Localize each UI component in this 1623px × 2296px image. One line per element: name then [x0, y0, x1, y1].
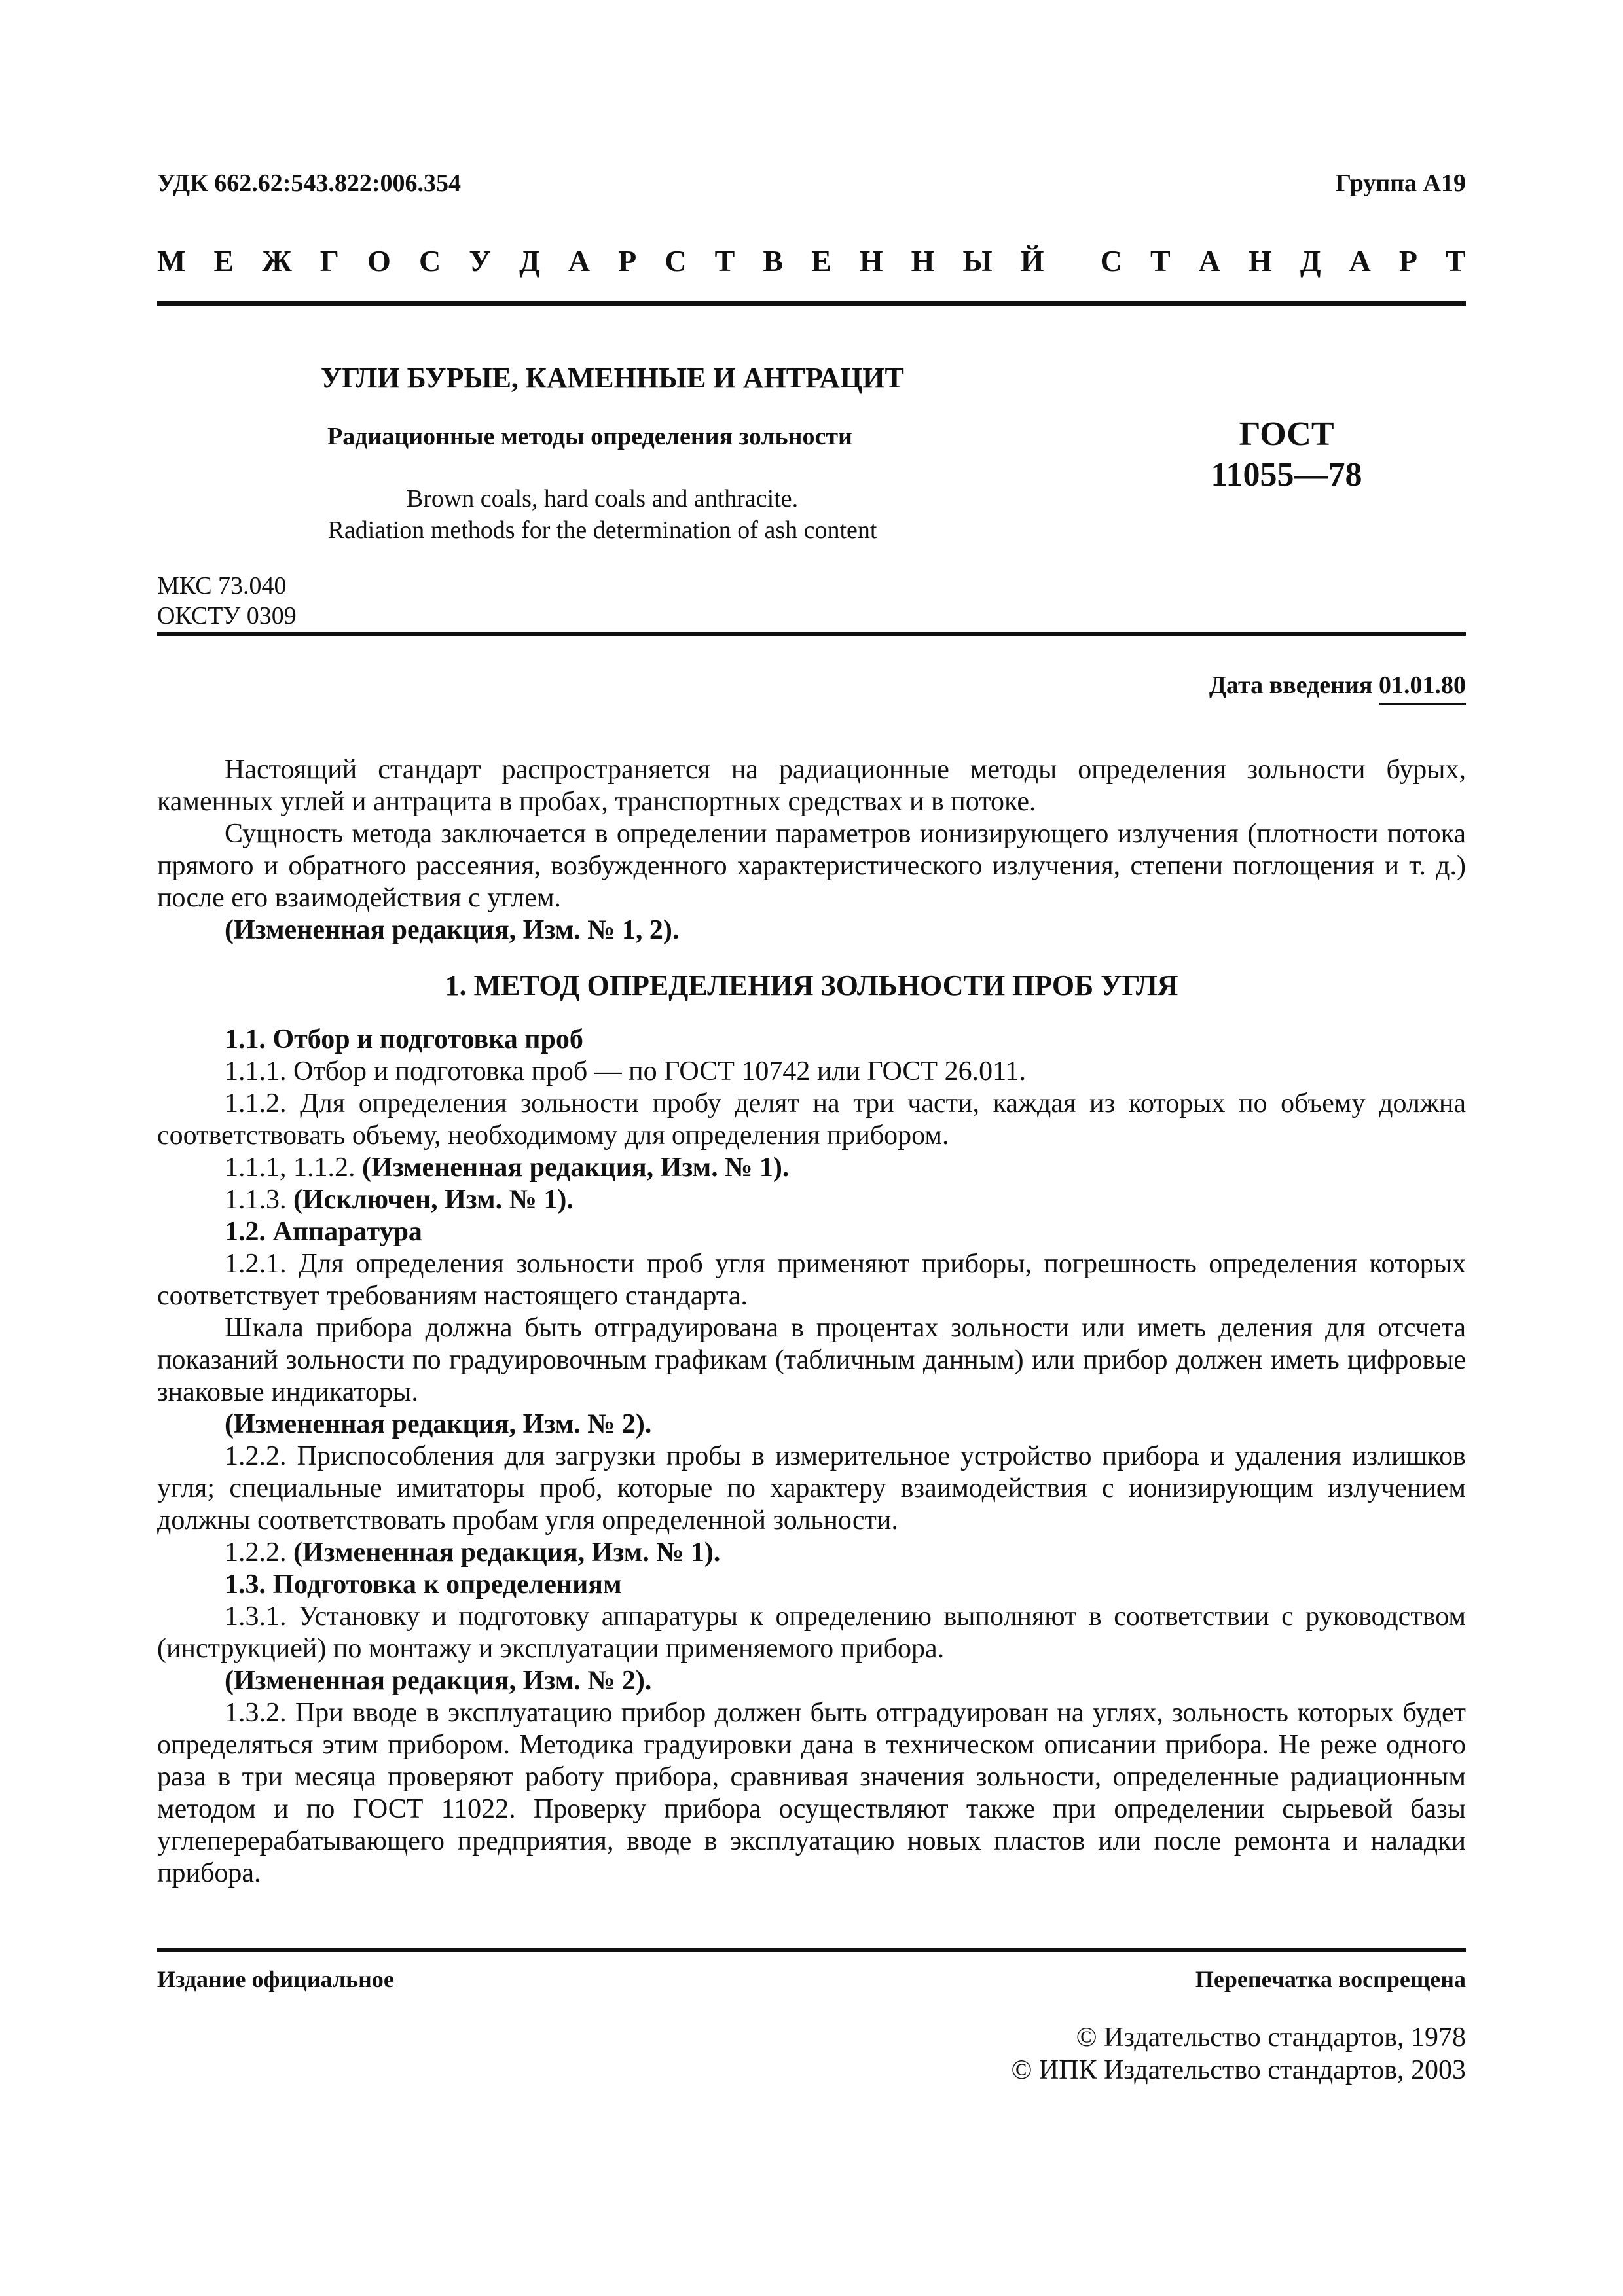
footer-rule: [157, 1948, 1466, 1952]
amendment-text: (Измененная редакция, Изм. № 1).: [362, 1153, 790, 1183]
banner-letter: Р: [618, 244, 637, 278]
banner-letter: Ж: [262, 244, 292, 278]
date-label: Дата введения: [1209, 672, 1379, 699]
clause: 1.1.1. Отбор и подготовка проб — по ГОСТ 10742 или ГОСТ 26.011.: [225, 1056, 1027, 1086]
banner-letter: В: [763, 244, 784, 278]
clause: Шкала прибора должна быть отградуирована в процентах зольности или иметь деления для отсчета показаний зольности по градуировочным графикам (табличным данным) или прибор должен иметь цифровые знаковые индикаторы.: [157, 1313, 1466, 1407]
clause: 1.2.1. Для определения зольности проб угля применяют приборы, погрешность определения которых соответствует требованиям настоящего стандарта.: [157, 1249, 1466, 1311]
clause: 1.3.1. Установку и подготовку аппаратуры к определению выполняют в соответствии с руководством (инструкцией) по монтажу и эксплуатации применяемого прибора.: [157, 1602, 1466, 1664]
document-body: [157, 754, 1466, 1890]
amendment-text: (Измененная редакция, Изм. № 1).: [293, 1537, 721, 1568]
document-title: УГЛИ БУРЫЕ, КАМЕННЫЕ И АНТРАЦИТ: [321, 362, 904, 394]
amendment-note: (Измененная редакция, Изм. № 1, 2).: [225, 915, 680, 945]
section-heading: 1. МЕТОД ОПРЕДЕЛЕНИЯ ЗОЛЬНОСТИ ПРОБ УГЛЯ: [445, 969, 1178, 1001]
banner-letter: О: [367, 244, 391, 278]
mks-code: МКС 73.040: [157, 572, 287, 600]
codes-rule: [157, 632, 1466, 636]
date-value: 01.01.80: [1379, 672, 1466, 705]
banner-letter: Й: [1020, 244, 1044, 278]
banner-letter: Е: [213, 244, 234, 278]
banner-letter: А: [568, 244, 591, 278]
gost-designation: [1165, 414, 1408, 495]
amendment-text: (Исключен, Изм. № 1).: [293, 1185, 574, 1215]
clause-ref: 1.2.2.: [225, 1537, 293, 1568]
amendment-note: [157, 1537, 1466, 1569]
banner-letter: С: [418, 244, 441, 278]
copyright-line: © ИПК Издательство стандартов, 2003: [1011, 2055, 1466, 2085]
subsection-heading: 1.3. Подготовка к определениям: [225, 1570, 622, 1600]
english-title-line2: Radiation methods for the determination of ash content: [327, 516, 877, 544]
copyright-block: [1011, 2021, 1466, 2087]
english-title: [275, 483, 930, 546]
official-edition: Издание официальное: [157, 1966, 394, 1992]
banner-letter: Д: [1300, 244, 1321, 278]
english-title-line1: Brown coals, hard coals and anthracite.: [406, 485, 799, 512]
amendment-note: [157, 1152, 1466, 1184]
banner-letter: Ы: [962, 244, 993, 278]
banner-letter: М: [157, 244, 186, 278]
banner-letter: Н: [1249, 244, 1272, 278]
banner-letter: Т: [1150, 244, 1171, 278]
gost-label: ГОСТ: [1239, 416, 1334, 453]
clause: 1.3.2. При вводе в эксплуатацию прибор должен быть отградуирован на углях, зольность которых будет определяться этим прибором. Методика градуировки дана в техническом описании прибора. Не реже одного раза в три месяца проверяют работу прибора, сравнивая значения зольности, определенные радиационным методом и по ГОСТ 11022. Проверку прибора осуществляют также при определении сырьевой базы углеперерабатывающего предприятия, вводе в эксплуатацию новых пластов или после ремонта и наладки прибора.: [157, 1698, 1466, 1888]
clause-ref: 1.1.1, 1.1.2.: [225, 1153, 362, 1183]
clause: 1.2.2. Приспособления для загрузки пробы в измерительное устройство прибора и удаления излишков угля; специальные имитаторы проб, которые по характеру взаимодействия с ионизирующим излучением должны соответствовать пробам угля определенной зольности.: [157, 1441, 1466, 1535]
banner-letter: Г: [319, 244, 340, 278]
banner-letter: Н: [911, 244, 935, 278]
banner-letter: Р: [1398, 244, 1417, 278]
subsection-heading: 1.1. Отбор и подготовка проб: [225, 1024, 583, 1054]
group-code: Группа А19: [1335, 170, 1466, 197]
copyright-line: © Издательство стандартов, 1978: [1076, 2022, 1466, 2053]
intro-paragraph: Настоящий стандарт распространяется на радиационные методы определения зольности бурых, каменных углей и антрацита в пробах, транспортных средствах и в потоке.: [157, 755, 1466, 817]
gost-number: 11055—78: [1211, 456, 1362, 493]
introduction-date: [1209, 671, 1466, 700]
banner-letter: Т: [714, 244, 735, 278]
amendment-note: (Измененная редакция, Изм. № 2).: [225, 1409, 652, 1439]
banner-letter: Н: [859, 244, 883, 278]
udk-code: УДК 662.62:543.822:006.354: [157, 170, 462, 197]
amendment-note: (Измененная редакция, Изм. № 2).: [225, 1666, 652, 1696]
document-subtitle: Радиационные методы определения зольности: [327, 423, 852, 450]
banner-letter: А: [1349, 244, 1371, 278]
interstate-standard-banner: [157, 243, 1466, 278]
banner-letter: Е: [811, 244, 831, 278]
amendment-note: [157, 1184, 1466, 1216]
header-rule: [157, 301, 1466, 306]
subsection-heading: 1.2. Аппаратура: [225, 1217, 422, 1247]
reprint-prohibited: Перепечатка воспрещена: [1195, 1966, 1466, 1992]
clause: 1.1.2. Для определения зольности пробу делят на три части, каждая из которых по объему должна соответствовать объему, необходимому для определения прибором.: [157, 1088, 1466, 1151]
banner-letter: С: [665, 244, 687, 278]
intro-paragraph: Сущность метода заключается в определении параметров ионизирующего излучения (плотности потока прямого и обратного рассеяния, возбужденного характеристического излучения, степени поглощения и т. д.) после его взаимодействия с углем.: [157, 819, 1466, 913]
clause-ref: 1.1.3.: [225, 1185, 293, 1215]
banner-letter: А: [1198, 244, 1220, 278]
banner-letter: Д: [519, 244, 540, 278]
okstu-code: ОКСТУ 0309: [157, 602, 297, 630]
banner-letter: С: [1100, 244, 1122, 278]
classification-codes: [157, 571, 297, 631]
banner-letter: У: [469, 244, 492, 278]
banner-letter: Т: [1446, 244, 1466, 278]
